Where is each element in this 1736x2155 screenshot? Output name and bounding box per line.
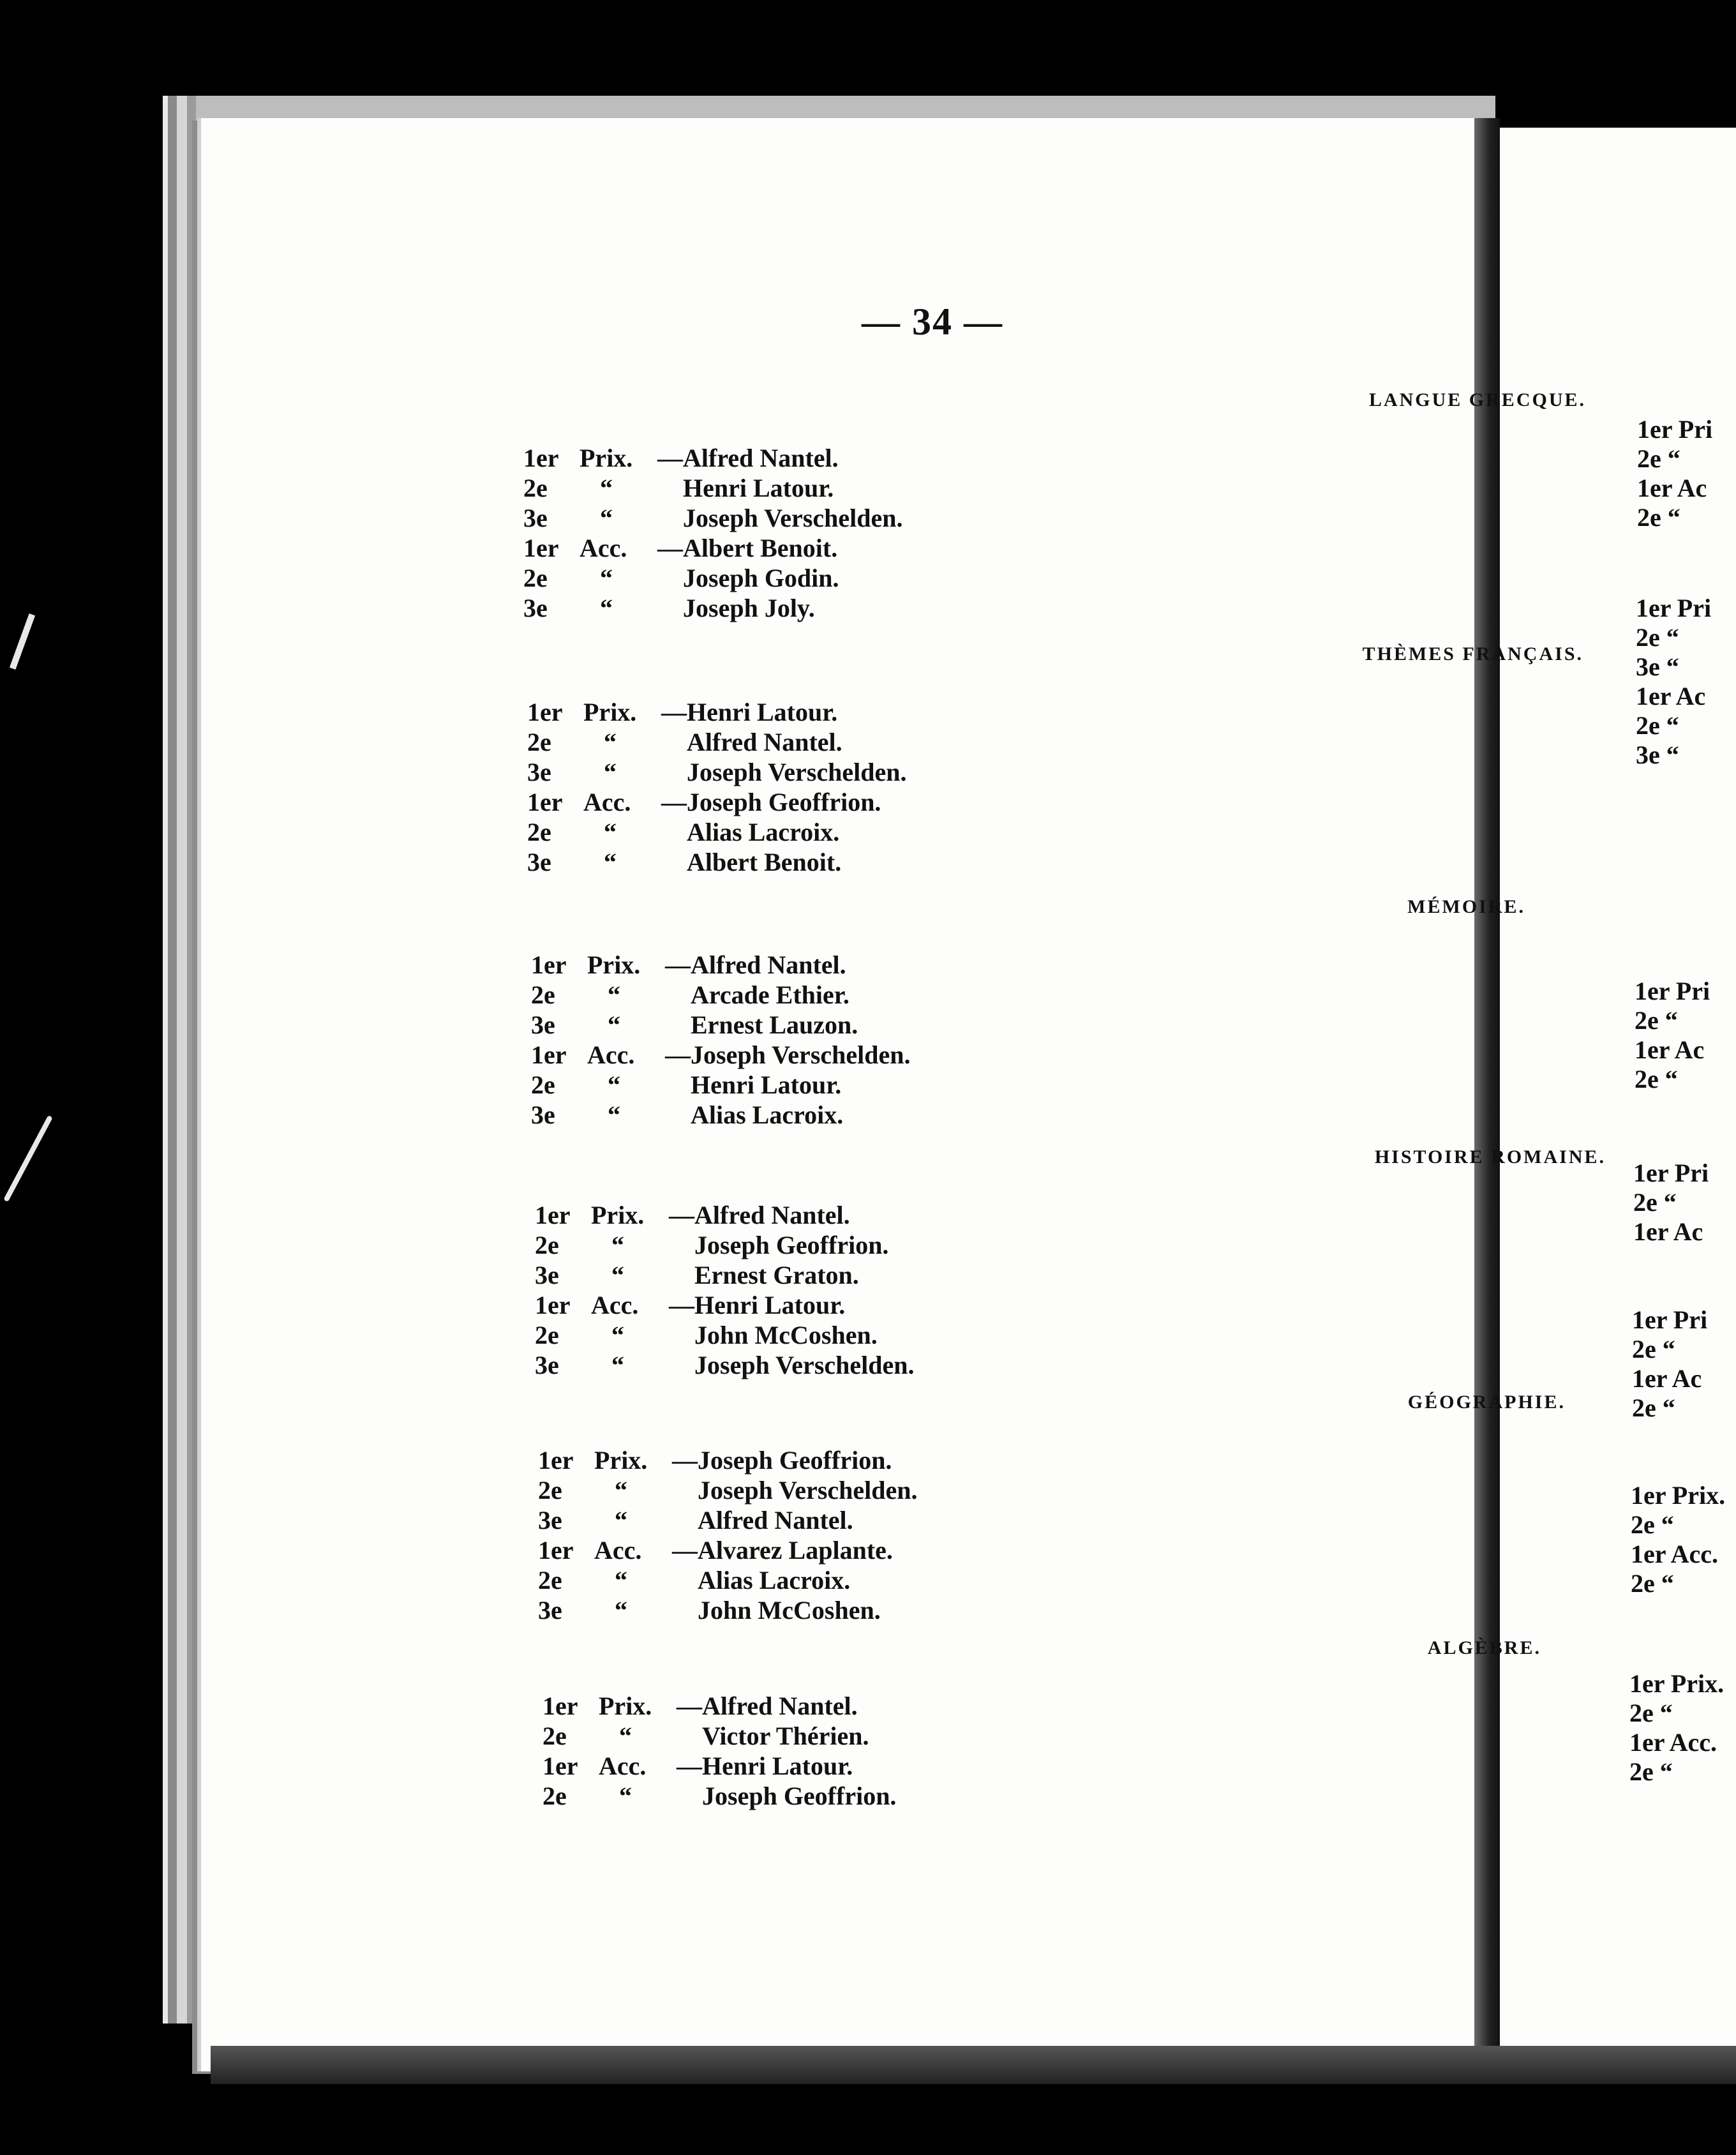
- em-dash: —: [661, 698, 687, 726]
- prize-rank: 1er: [535, 1291, 571, 1319]
- prize-rank: 2e: [527, 818, 551, 846]
- prize-entry: [527, 728, 842, 757]
- student-name: Albert Benoit.: [683, 534, 838, 562]
- prize-rank: 2e: [531, 1070, 555, 1099]
- prize-entry: [542, 1752, 853, 1781]
- prize-rank: 3e: [531, 1010, 555, 1039]
- prize-rank: 1er: [527, 698, 563, 726]
- bottom-shadow: [211, 2046, 1736, 2084]
- student-name: Alfred Nantel.: [694, 1201, 850, 1229]
- prize-kind: Acc.: [591, 1291, 639, 1319]
- right-page-fragment-line: 1er Acc.: [1629, 1728, 1717, 1757]
- prize-rank: 2e: [523, 564, 548, 592]
- section-heading: HISTOIRE ROMAINE.: [1374, 1146, 1606, 1168]
- right-page-fragment-line: 2e “: [1631, 1510, 1674, 1539]
- student-name: Henri Latour.: [702, 1752, 853, 1780]
- section-heading: LANGUE GRECQUE.: [1368, 389, 1586, 410]
- prize-entry: [527, 818, 839, 847]
- right-page-fragment-line: 1er Ac: [1633, 1217, 1703, 1246]
- prize-rank: 2e: [535, 1321, 559, 1349]
- student-name: Victor Thérien.: [702, 1722, 869, 1750]
- student-name: Alfred Nantel.: [698, 1506, 853, 1535]
- right-page-fragment-line: 1er Ac: [1632, 1364, 1702, 1393]
- prize-kind: “: [600, 564, 613, 592]
- prize-kind: “: [615, 1506, 627, 1535]
- prize-entry: [523, 474, 834, 503]
- student-name: Alfred Nantel.: [683, 444, 839, 472]
- scan-scratch-mark: [3, 1115, 52, 1202]
- prize-entry: [523, 444, 839, 473]
- prize-rank: 2e: [527, 728, 551, 756]
- prize-entry: [527, 788, 881, 817]
- student-name: Henri Latour.: [683, 474, 834, 502]
- section-heading: ALGÈBRE.: [1427, 1637, 1541, 1658]
- prize-rank: 3e: [523, 504, 548, 532]
- right-page-fragment-line: 1er Pri: [1636, 594, 1712, 622]
- student-name: Henri Latour.: [687, 698, 838, 726]
- prize-entry: [535, 1291, 845, 1320]
- em-dash: —: [677, 1752, 702, 1780]
- em-dash: —: [661, 788, 687, 816]
- prize-kind: Acc.: [587, 1040, 635, 1069]
- prize-rank: 3e: [531, 1100, 555, 1129]
- prize-kind: “: [600, 474, 613, 502]
- prize-kind: “: [619, 1722, 632, 1750]
- right-page-fragment-line: 1er Ac: [1636, 682, 1706, 710]
- prize-rank: 2e: [535, 1231, 559, 1259]
- student-name: Joseph Geoffrion.: [687, 788, 881, 816]
- right-page-fragment-line: 2e “: [1635, 1065, 1678, 1093]
- prize-kind: Prix.: [591, 1201, 645, 1229]
- prize-entry: [535, 1231, 888, 1260]
- right-page-fragment-line: 1er Pri: [1633, 1159, 1709, 1187]
- prize-entry: [542, 1692, 858, 1721]
- page-number: — 34 —: [862, 301, 1003, 343]
- right-page-fragment-line: 2e “: [1635, 1006, 1678, 1035]
- student-name: John McCoshen.: [698, 1596, 881, 1625]
- prize-entry: [535, 1321, 878, 1350]
- right-page-fragment-line: 1er Pri: [1635, 977, 1710, 1005]
- prize-rank: 1er: [542, 1752, 578, 1780]
- prize-kind: “: [604, 758, 617, 786]
- student-name: Joseph Verschelden.: [683, 504, 903, 532]
- scan-scratch-mark: [10, 613, 35, 670]
- student-name: Alfred Nantel.: [691, 950, 846, 979]
- right-page-fragment-line: 1er Prix.: [1629, 1669, 1725, 1698]
- prize-entry: [538, 1566, 850, 1595]
- right-page-fragment-line: 2e “: [1637, 444, 1680, 473]
- prize-kind: Prix.: [594, 1446, 648, 1475]
- right-page-fragment-line: 1er Acc.: [1631, 1540, 1718, 1568]
- prize-entry: [531, 1070, 841, 1100]
- right-page-fragment-line: 2e “: [1632, 1335, 1675, 1363]
- prize-rank: 1er: [531, 950, 567, 979]
- prize-entry: [531, 1040, 911, 1070]
- prize-kind: “: [619, 1782, 632, 1810]
- prize-kind: “: [611, 1261, 624, 1289]
- prize-entry: [538, 1536, 893, 1565]
- prize-entry: [527, 848, 841, 877]
- prize-entry: [538, 1596, 881, 1625]
- em-dash: —: [665, 1040, 691, 1069]
- student-name: Arcade Ethier.: [691, 980, 849, 1009]
- right-page-fragment-line: 2e “: [1629, 1699, 1673, 1727]
- prize-entry: [523, 504, 903, 533]
- em-dash: —: [669, 1291, 694, 1319]
- student-name: Alias Lacroix.: [687, 818, 840, 846]
- prize-kind: Acc.: [599, 1752, 647, 1780]
- right-page-fragment-line: 2e “: [1636, 623, 1679, 652]
- prize-rank: 1er: [538, 1536, 574, 1565]
- prize-entry: [531, 1100, 843, 1130]
- em-dash: —: [677, 1692, 702, 1720]
- prize-rank: 2e: [542, 1722, 567, 1750]
- prize-rank: 3e: [538, 1506, 562, 1535]
- right-page-fragment-line: 2e “: [1636, 711, 1679, 740]
- right-page-fragment-line: 2e “: [1633, 1188, 1677, 1217]
- prize-kind: “: [615, 1566, 627, 1595]
- prize-rank: 1er: [542, 1692, 578, 1720]
- prize-kind: Acc.: [594, 1536, 642, 1565]
- right-page-fragment-line: 1er Pri: [1632, 1305, 1708, 1334]
- student-name: Joseph Geoffrion.: [702, 1782, 897, 1810]
- prize-kind: “: [604, 728, 617, 756]
- section-heading: THÈMES FRANÇAIS.: [1362, 643, 1583, 665]
- prize-kind: “: [608, 980, 620, 1009]
- prize-entry: [542, 1782, 896, 1811]
- prize-rank: 1er: [523, 444, 559, 472]
- prize-rank: 3e: [527, 758, 551, 786]
- prize-kind: “: [611, 1231, 624, 1259]
- student-name: Alfred Nantel.: [702, 1692, 858, 1720]
- prize-rank: 3e: [535, 1351, 559, 1379]
- prize-entry: [531, 980, 849, 1010]
- prize-entry: [535, 1261, 859, 1290]
- student-name: Ernest Lauzon.: [691, 1010, 858, 1039]
- prize-entry: [527, 758, 907, 787]
- prize-entry: [538, 1476, 918, 1505]
- em-dash: —: [657, 534, 683, 562]
- student-name: Albert Benoit.: [687, 848, 842, 876]
- book-gutter: [1474, 118, 1500, 2071]
- student-name: Alias Lacroix.: [691, 1100, 844, 1129]
- prize-kind: Prix.: [580, 444, 633, 472]
- prize-entry: [538, 1446, 892, 1475]
- student-name: Henri Latour.: [694, 1291, 846, 1319]
- right-page-fragment-line: 1er Ac: [1637, 474, 1707, 502]
- prize-kind: “: [604, 848, 617, 876]
- prize-kind: Prix.: [599, 1692, 652, 1720]
- right-page-fragment-line: 2e “: [1632, 1393, 1675, 1422]
- prize-kind: Acc.: [583, 788, 631, 816]
- prize-rank: 1er: [531, 1040, 567, 1069]
- prize-kind: “: [600, 504, 613, 532]
- prize-kind: “: [604, 818, 617, 846]
- student-name: Joseph Verschelden.: [698, 1476, 918, 1505]
- student-name: Joseph Godin.: [683, 564, 839, 592]
- section-heading: GÉOGRAPHIE.: [1407, 1392, 1566, 1413]
- prize-kind: Prix.: [587, 950, 641, 979]
- prize-entry: [531, 950, 846, 980]
- prize-kind: “: [600, 594, 613, 622]
- prize-kind: Acc.: [580, 534, 627, 562]
- prize-rank: 3e: [527, 848, 551, 876]
- prize-entry: [527, 698, 837, 727]
- prize-entry: [523, 564, 839, 593]
- right-page-fragment-line: 1er Pri: [1637, 415, 1713, 444]
- prize-kind: “: [611, 1351, 624, 1379]
- prize-rank: 1er: [538, 1446, 574, 1475]
- student-name: Joseph Joly.: [683, 594, 815, 622]
- section-heading: MÉMOIRE.: [1407, 896, 1525, 917]
- prize-kind: “: [608, 1070, 620, 1099]
- student-name: Alvarez Laplante.: [698, 1536, 893, 1565]
- prize-kind: Prix.: [583, 698, 637, 726]
- prize-rank: 3e: [523, 594, 548, 622]
- prize-entry: [542, 1722, 869, 1751]
- em-dash: —: [672, 1536, 698, 1565]
- prize-entry: [535, 1201, 850, 1230]
- student-name: Joseph Verschelden.: [694, 1351, 915, 1379]
- prize-kind: “: [611, 1321, 624, 1349]
- prize-entry: [535, 1351, 915, 1380]
- prize-rank: 2e: [538, 1476, 562, 1505]
- prize-rank: 3e: [538, 1596, 562, 1625]
- student-name: Joseph Geoffrion.: [698, 1446, 892, 1475]
- prize-kind: “: [608, 1100, 620, 1129]
- em-dash: —: [669, 1201, 694, 1229]
- right-page-fragment-line: 3e “: [1636, 740, 1679, 769]
- student-name: Alias Lacroix.: [698, 1566, 851, 1595]
- student-name: Joseph Verschelden.: [691, 1040, 911, 1069]
- student-name: Ernest Graton.: [694, 1261, 859, 1289]
- student-name: John McCoshen.: [694, 1321, 878, 1349]
- prize-rank: 1er: [523, 534, 559, 562]
- student-name: Joseph Verschelden.: [687, 758, 907, 786]
- em-dash: —: [665, 950, 691, 979]
- prize-kind: “: [615, 1596, 627, 1625]
- right-page-fragment-line: 3e “: [1636, 652, 1679, 681]
- prize-rank: 2e: [542, 1782, 567, 1810]
- student-name: Henri Latour.: [691, 1070, 842, 1099]
- prize-rank: 2e: [523, 474, 548, 502]
- em-dash: —: [657, 444, 683, 472]
- prize-rank: 1er: [535, 1201, 571, 1229]
- right-page-fragment-line: 2e “: [1631, 1569, 1674, 1598]
- right-page-fragment-line: 2e “: [1637, 503, 1680, 532]
- prize-rank: 2e: [538, 1566, 562, 1595]
- right-page-fragment-line: 1er Prix.: [1631, 1481, 1726, 1510]
- right-page-fragment-line: 2e “: [1629, 1757, 1673, 1786]
- prize-rank: 1er: [527, 788, 563, 816]
- prize-rank: 2e: [531, 980, 555, 1009]
- right-page-fragment-line: 1er Ac: [1635, 1035, 1705, 1064]
- prize-entry: [531, 1010, 858, 1040]
- prize-entry: [523, 594, 815, 623]
- prize-kind: “: [615, 1476, 627, 1505]
- prize-rank: 3e: [535, 1261, 559, 1289]
- prize-entry: [538, 1506, 853, 1535]
- prize-kind: “: [608, 1010, 620, 1039]
- em-dash: —: [672, 1446, 698, 1475]
- student-name: Joseph Geoffrion.: [694, 1231, 889, 1259]
- student-name: Alfred Nantel.: [687, 728, 842, 756]
- prize-entry: [523, 534, 837, 563]
